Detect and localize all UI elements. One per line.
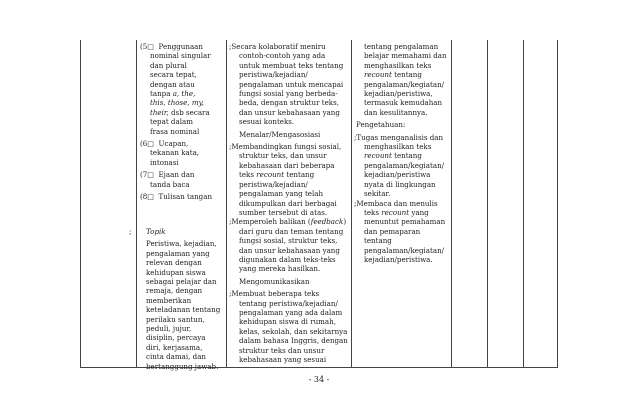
text-line: perilaku santun, [146, 314, 205, 324]
text-line: dan unsur kebahasaan yang [239, 245, 340, 255]
table-column-divider [487, 40, 488, 367]
text-line: pengalaman/kegiatan/ [364, 245, 445, 255]
text-line: kejadian/peristiwa, [364, 89, 433, 99]
text-line: secara tepat, [150, 70, 197, 80]
text-line: ;Membaca dan menulis [354, 198, 438, 208]
page-number: - 34 - [308, 375, 330, 384]
text-line: dari guru dan teman tentang [239, 226, 344, 236]
text-line: contoh-contoh yang ada [239, 51, 326, 61]
text-line: pengalaman yang telah [239, 189, 324, 199]
list-item: (8□ Tulisan tangan [140, 192, 213, 202]
text-line: kebahasaan dari beberapa [239, 160, 335, 170]
text-line: peristiwa/kejadian/ [239, 179, 308, 189]
table-column-divider [523, 40, 524, 367]
penilaian-column [354, 42, 450, 264]
text-line: nyata di lingkungan [364, 179, 436, 189]
text-line: peduli, jujur, [146, 324, 192, 334]
materi-column [140, 42, 224, 208]
text-line: memberikan [146, 295, 192, 305]
text-line: remaja, dengan [146, 286, 203, 296]
text-line: tepat dalam [150, 117, 193, 127]
text-line: kebahasaan yang sesuai [239, 355, 327, 364]
text-line: dan pemaparan [364, 226, 421, 236]
text-line: menghasilkan teks [364, 60, 432, 70]
text-line: cinta damai, dan [146, 352, 206, 362]
text-line: keteladanan tentang [146, 305, 221, 315]
text-line: pengalaman untuk mencapai [239, 79, 344, 89]
text-line: kejadian/peristiwa. [364, 254, 433, 264]
text-line: kehidupan siswa di rumah, [239, 317, 336, 327]
text-line: tanpa a, the, [150, 89, 196, 99]
text-line: ;Secara kolaboratif meniru [229, 42, 326, 51]
text-line: intonasi [150, 157, 179, 167]
text-line: dan kesulitannya. [364, 107, 428, 117]
text-line: ;Memperoleh balikan (feedback) [229, 217, 347, 227]
text-line: bertanggung jawab. [146, 361, 219, 371]
text-line: digunakan dalam teks-teks [239, 254, 336, 264]
text-line: pengalaman yang [146, 248, 210, 258]
text-line: dan plural [150, 60, 187, 70]
text-line: tentang [364, 236, 392, 246]
text-line: peristiwa/kejadian/ [239, 70, 308, 80]
text-line: termasuk kemudahan [364, 98, 443, 108]
text-line: relevan dengan [146, 258, 202, 268]
table-column-divider [136, 40, 137, 367]
topik-bullet: ; [129, 227, 132, 236]
text-line: beda, dengan struktur teks, [239, 98, 339, 108]
text-line: tentang pengalaman [364, 42, 439, 51]
text-line: struktur teks dan unsur [239, 345, 325, 355]
text-line: fungsi sosial, struktur teks, [239, 236, 338, 246]
text-line: teks recount tentang [239, 170, 315, 180]
text-line: sumber tersebut di atas. [239, 207, 328, 217]
text-line: disiplin, percaya [146, 333, 206, 343]
text-line: dan unsur kebahasaan yang [239, 107, 340, 117]
text-line: nominal singular [150, 51, 211, 61]
text-line: sebagai pelajar dan [146, 277, 217, 287]
topik-label: Topik [146, 227, 166, 236]
list-item: (6□ Ucapan, [140, 139, 189, 149]
kegiatan-column [229, 42, 349, 364]
table-border-right [557, 40, 558, 367]
text-line: tekanan kata, [150, 148, 200, 158]
table-border-left [80, 40, 81, 367]
text-line: pengalaman/kegiatan/ [364, 160, 445, 170]
table-column-divider [226, 40, 227, 367]
text-line: pengalaman yang ada dalam [239, 307, 343, 317]
text-line: Peristiwa, kejadian, [146, 239, 217, 249]
text-line: kejadian/peristiwa [364, 170, 431, 180]
text-line: recount tentang [364, 70, 422, 80]
text-line: struktur teks, dan unsur [239, 151, 327, 161]
text-line: belajar memahami dan [364, 51, 447, 61]
section-heading: Mengomunikasikan [239, 276, 310, 286]
list-item: (7□ Ejaan dan [140, 170, 195, 180]
text-line: dikumpulkan dari berbagai [239, 198, 337, 208]
text-line: fungsi sosial yang berbeda- [239, 89, 338, 99]
text-line: dalam bahasa Inggris, dengan [239, 336, 348, 346]
text-line: frasa nominal [150, 126, 200, 136]
text-line: kelas, sekolah, dan sekitarnya [239, 326, 348, 336]
topik-section [146, 227, 226, 371]
table-column-divider [451, 40, 452, 367]
text-line: tanda baca [150, 179, 190, 189]
text-line: kehidupan siswa [146, 267, 206, 277]
text-line: this, those, my, [150, 98, 204, 108]
list-item: (5□ Penggunaan [140, 42, 203, 51]
text-line: yang mereka hasilkan. [239, 264, 321, 274]
text-line: diri, kerjasama, [146, 342, 203, 352]
text-line: sekitar. [364, 189, 391, 199]
text-line: pengalaman/kegiatan/ [364, 79, 445, 89]
text-line: untuk membuat teks tentang [239, 60, 344, 70]
text-line: tentang peristiwa/kejadian/ [239, 298, 338, 308]
text-line: ;Tugas menganalisis dan [354, 132, 444, 142]
section-heading: Pengetahuan: [356, 120, 406, 130]
text-line: sesuai konteks. [239, 117, 295, 127]
text-line: teks recount yang [364, 207, 429, 217]
text-line: menghasilkan teks [364, 142, 432, 152]
table-column-divider [351, 40, 352, 367]
section-heading: Menalar/Mengasosiasi [239, 129, 321, 139]
text-line: dengan atau [150, 79, 195, 89]
text-line: menuntut pemahaman [364, 217, 446, 227]
text-line: ;Membandingkan fungsi sosial, [229, 142, 342, 152]
text-line: recount tentang [364, 151, 422, 161]
text-line: their, dsb secara [150, 107, 210, 117]
text-line: ;Membuat beberapa teks [229, 289, 320, 299]
